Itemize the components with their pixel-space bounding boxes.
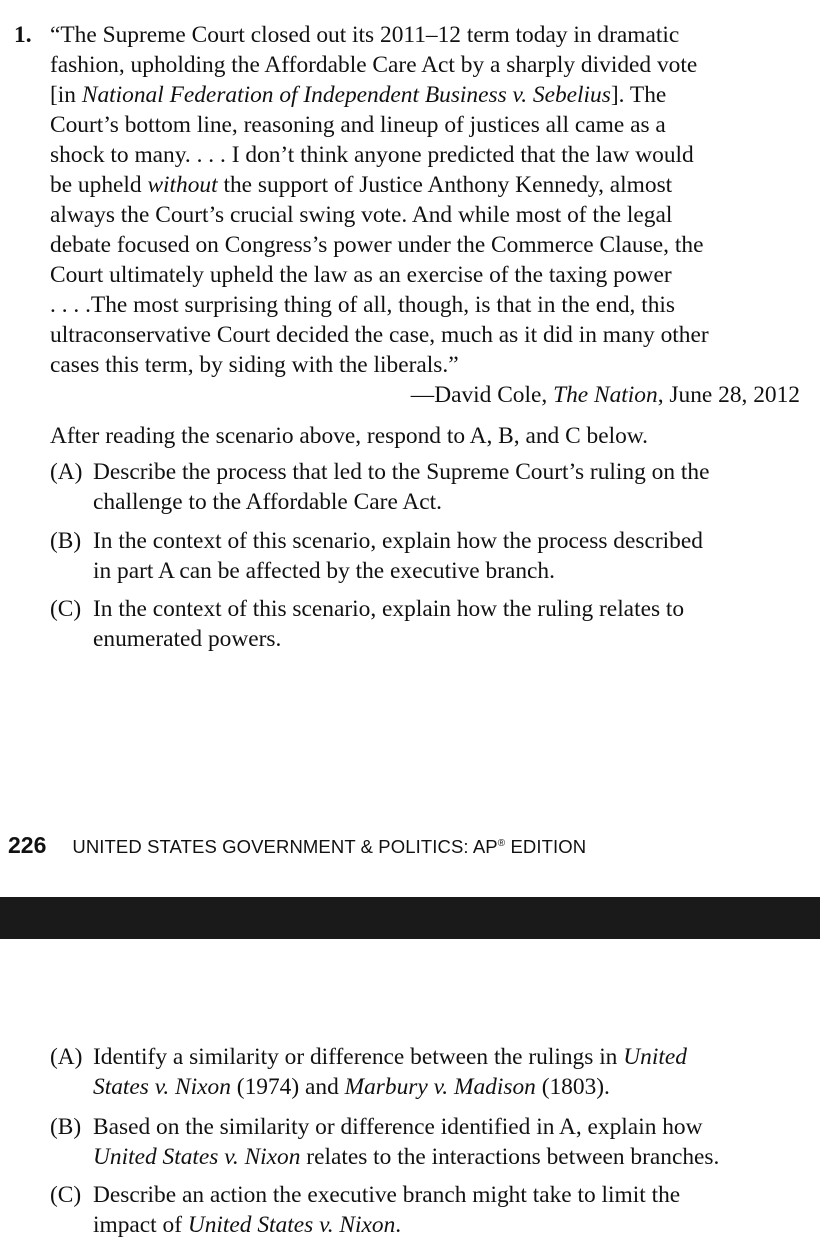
page-number: 226 <box>8 832 47 858</box>
italic-text: United <box>623 1044 687 1070</box>
text-line: . . . .The most surprising thing of all, though, is that in the end, this <box>50 292 676 318</box>
part-label: (B) <box>50 1114 82 1140</box>
text-line: fashion, upholding the Affordable Care Act by a sharply divided vote <box>50 52 698 78</box>
text-line: Court ultimately upheld the law as an exercise of the taxing power <box>50 262 672 288</box>
instructions: After reading the scenario above, respond to A, B, and C below. <box>50 423 649 449</box>
text-line: Identify a similarity or difference between the rulings in United <box>93 1044 687 1070</box>
part-label: (B) <box>50 528 82 554</box>
part-text <box>93 594 818 654</box>
running-head-title: UNITED STATES GOVERNMENT & POLITICS: AP <box>72 836 498 857</box>
part-text <box>93 1112 818 1172</box>
part-label: (A) <box>50 459 83 485</box>
italic-text: Marbury v. Madison <box>344 1074 536 1100</box>
part-text <box>93 526 818 586</box>
text-line: “The Supreme Court closed out its 2011–12 term today in dramatic <box>50 22 680 48</box>
text-line: ultraconservative Court decided the case, much as it did in many other <box>50 322 709 348</box>
text-line: enumerated powers. <box>93 626 282 652</box>
italic-text: United States v. Nixon <box>187 1212 396 1238</box>
quote-attribution: —David Cole, The Nation, June 28, 2012 <box>410 382 800 408</box>
registered-mark: ® <box>497 838 506 849</box>
part-label: (C) <box>50 1182 82 1208</box>
text-line: [in National Federation of Independent Business v. Sebelius]. The <box>50 82 667 108</box>
running-head-edition: EDITION <box>505 836 587 857</box>
part-text <box>93 1180 818 1240</box>
italic-text: States v. Nixon <box>93 1074 231 1100</box>
part-text <box>93 457 818 517</box>
text-line: In the context of this scenario, explain how the ruling relates to <box>93 596 685 622</box>
text-line: challenge to the Affordable Care Act. <box>93 489 442 515</box>
text-line: Court’s bottom line, reasoning and lineup of justices all came as a <box>50 112 666 138</box>
running-head <box>72 836 586 857</box>
question-number: 1. <box>14 22 32 48</box>
text-line: in part A can be affected by the executive branch. <box>93 558 555 584</box>
scenario-quote <box>50 20 818 380</box>
text-line: Describe the process that led to the Supreme Court’s ruling on the <box>93 459 710 485</box>
page-footer <box>8 832 586 859</box>
text-line: shock to many. . . . I don’t think anyone predicted that the law would <box>50 142 694 168</box>
italic-text: The Nation <box>553 382 658 408</box>
text-line: impact of United States v. Nixon. <box>93 1212 402 1238</box>
part-text <box>93 1042 818 1102</box>
italic-text: National Federation of Independent Business v. Sebelius <box>81 82 611 108</box>
italic-text: without <box>147 172 218 198</box>
part-label: (A) <box>50 1044 83 1070</box>
text-line: United States v. Nixon relates to the interactions between branches. <box>93 1144 720 1170</box>
part-label: (C) <box>50 596 82 622</box>
text-line: cases this term, by siding with the liberals.” <box>50 352 459 378</box>
text-line: debate focused on Congress’s power under the Commerce Clause, the <box>50 232 704 258</box>
text-line: Describe an action the executive branch might take to limit the <box>93 1182 681 1208</box>
text-line: In the context of this scenario, explain how the process described <box>93 528 703 554</box>
italic-text: United States v. Nixon <box>93 1144 301 1170</box>
text-line: always the Court’s crucial swing vote. And while most of the legal <box>50 202 673 228</box>
page-divider-bar <box>0 897 820 939</box>
text-line: be upheld without the support of Justice Anthony Kennedy, almost <box>50 172 673 198</box>
text-line: Based on the similarity or difference identified in A, explain how <box>93 1114 703 1140</box>
text-line: States v. Nixon (1974) and Marbury v. Madison (1803). <box>93 1074 610 1100</box>
